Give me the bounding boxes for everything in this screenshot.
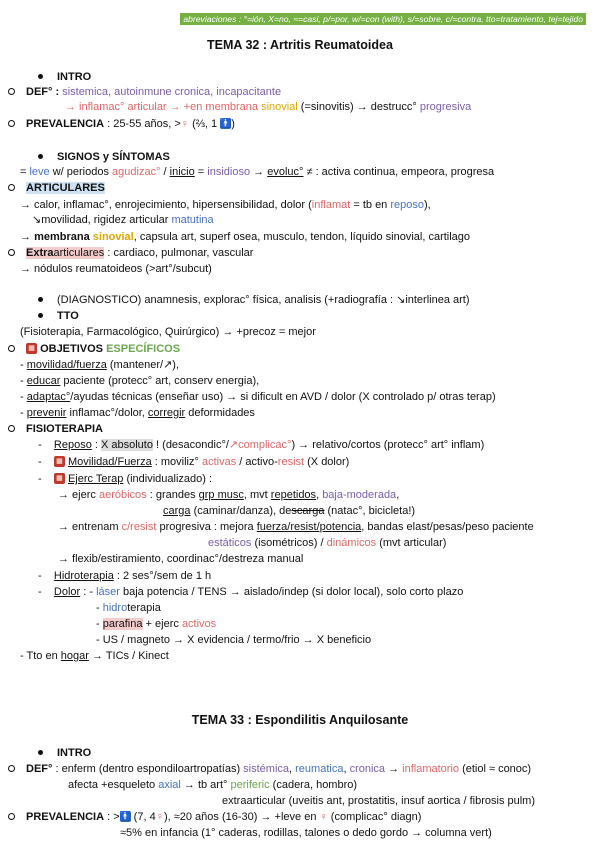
- articulares-line-3: → membrana sinovial, capsula art, superf osea, musculo, tendon, líquido sinovial, cartilago: [20, 231, 471, 243]
- hidroterapia-line: - Hidroterapia : 2 ses°/sem de 1 h: [38, 570, 212, 582]
- female-symbol-icon: ♀: [319, 811, 328, 823]
- aerobicos-line: → ejerc aeróbicos : grandes grp musc, mvt repetidos, baja-moderada,: [58, 489, 400, 501]
- objetivos-heading: ▦ OBJETIVOS ESPECÍFICOS: [8, 342, 180, 356]
- signos-line: = leve w/ periodos agudizac° / inicio = insidioso → evoluc° ≠ : activa continua, empeora, progresa: [20, 166, 495, 178]
- diagnostico-line: (DIAGNOSTICO) anamnesis, explorac° física, analisis (+radiografía : ↘interlinea art): [38, 293, 470, 307]
- abbreviations-banner: abreviaciones : °=ión, X=no, ≈=casi, p/=por, w/=con (with), s/=sobre, c/=contra, tto=tratamiento, tej=tejido: [180, 13, 586, 25]
- target-grid-icon: ▦: [26, 343, 37, 354]
- articulares-line-2: ↘movilidad, rigidez articular matutina: [32, 214, 214, 226]
- fisioterapia-heading: FISIOTERAPIA: [8, 422, 103, 436]
- target-grid-icon: ▦: [54, 456, 65, 467]
- def-line-33-3: extraarticular (uveitis ant, prostatitis, insuf aortica / fibrosis pulm): [222, 795, 536, 807]
- entrenam-line: → entrenam c/resist progresiva : mejora fuerza/resist/potencia, bandas elast/pesas/peso paciente: [58, 521, 534, 533]
- male-toilet-icon: 🚹: [220, 117, 232, 128]
- tto-line: (Fisioterapia, Farmacológico, Quirúrgico) → +precoz = mejor: [20, 326, 316, 338]
- female-symbol-icon: ♀: [155, 811, 164, 823]
- objetivo-1: - movilidad/fuerza (mantener/↗),: [20, 359, 180, 371]
- male-toilet-icon: 🚹: [119, 810, 131, 821]
- tto-heading: TTO: [38, 309, 79, 323]
- dolor-line: - Dolor : - láser baja potencia / TENS → aislado/indep (si dolor local), solo corto plazo: [38, 586, 464, 598]
- hidro-line: - hidroterapia: [96, 602, 161, 614]
- reposo-line: - Reposo : X absoluto ! (desacondic°/↗complicac°) → relativo/cortos (protecc° art° inflam): [38, 439, 485, 451]
- parafina-line: - parafina + ejerc activos: [96, 618, 217, 630]
- prevalencia-line-33-2: ≈5% en infancia (1° caderas, rodillas, talones o dedo gordo → columna vert): [120, 827, 492, 839]
- prevalencia-line-33: PREVALENCIA : >🚹 (7, 4♀), ≈20 años (16-30) → +leve en ♀ (complicac° diagn): [8, 810, 421, 824]
- tema-32-title: TEMA 32 : Artritis Reumatoidea: [207, 38, 393, 52]
- objetivo-4: - prevenir inflamac°/dolor, corregir deformidades: [20, 407, 255, 419]
- articulares-line-1: → calor, inflamac°, enrojecimiento, hipersensibilidad, dolor (inflamat = tb en reposo),: [20, 199, 431, 211]
- def-line: DEF° : sistemica, autoinmune cronica, incapacitante: [8, 85, 281, 99]
- ejerc-terap-line: - ▦ Ejerc Terap (individualizado) :: [38, 473, 213, 485]
- def-line-2: → inflamac° articular → +en membrana sinovial (=sinovitis) → destrucc° progresiva: [65, 101, 472, 113]
- tema-33-title: TEMA 33 : Espondilitis Anquilosante: [191, 713, 409, 727]
- objetivo-2: - educar paciente (protecc° art, conserv energia),: [20, 375, 260, 387]
- def-line-33: DEF° : enferm (dentro espondiloartropatías) sistémica, reumatica, cronica → inflamatorio (etiol ≈ conoc): [8, 762, 531, 776]
- intro-heading: INTRO: [38, 70, 91, 84]
- carga-line: carga (caminar/danza), descarga (natac°, bicicleta!): [163, 505, 416, 517]
- articulares-heading: ARTICULARES: [8, 181, 105, 195]
- female-symbol-icon: ♀: [180, 118, 190, 130]
- nodulos-line: → nódulos reumatoideos (>art°/subcut): [20, 263, 212, 275]
- signos-heading: SIGNOS y SÍNTOMAS: [38, 150, 170, 164]
- target-grid-icon: ▦: [54, 473, 65, 484]
- hogar-line: - Tto en hogar → TICs / Kinect: [20, 650, 169, 662]
- objetivo-3: - adaptac°/ayudas técnicas (enseñar uso) → si dificult en AVD / dolor (X controlado p/ otras terap): [20, 391, 496, 403]
- extraarticulares-line: Extraarticulares : cardiaco, pulmonar, vascular: [8, 246, 253, 260]
- prevalencia-line: PREVALENCIA : 25-55 años, >♀ (⅔, 1 🚹): [8, 117, 235, 131]
- def-line-33-2: afecta +esqueleto axial → tb art° periferic (cadera, hombro): [68, 779, 358, 791]
- us-line: - US / magneto → X evidencia / termo/frio → X beneficio: [96, 634, 372, 646]
- flexib-line: → flexib/estiramiento, coordinac°/destreza manual: [58, 553, 304, 565]
- movilidad-line: - ▦ Movilidad/Fuerza : moviliz° activas / activo-resist (X dolor): [38, 456, 350, 468]
- estaticos-line: estáticos (isométricos) / dinámicos (mvt articular): [208, 537, 447, 549]
- intro-heading-33: INTRO: [38, 746, 91, 760]
